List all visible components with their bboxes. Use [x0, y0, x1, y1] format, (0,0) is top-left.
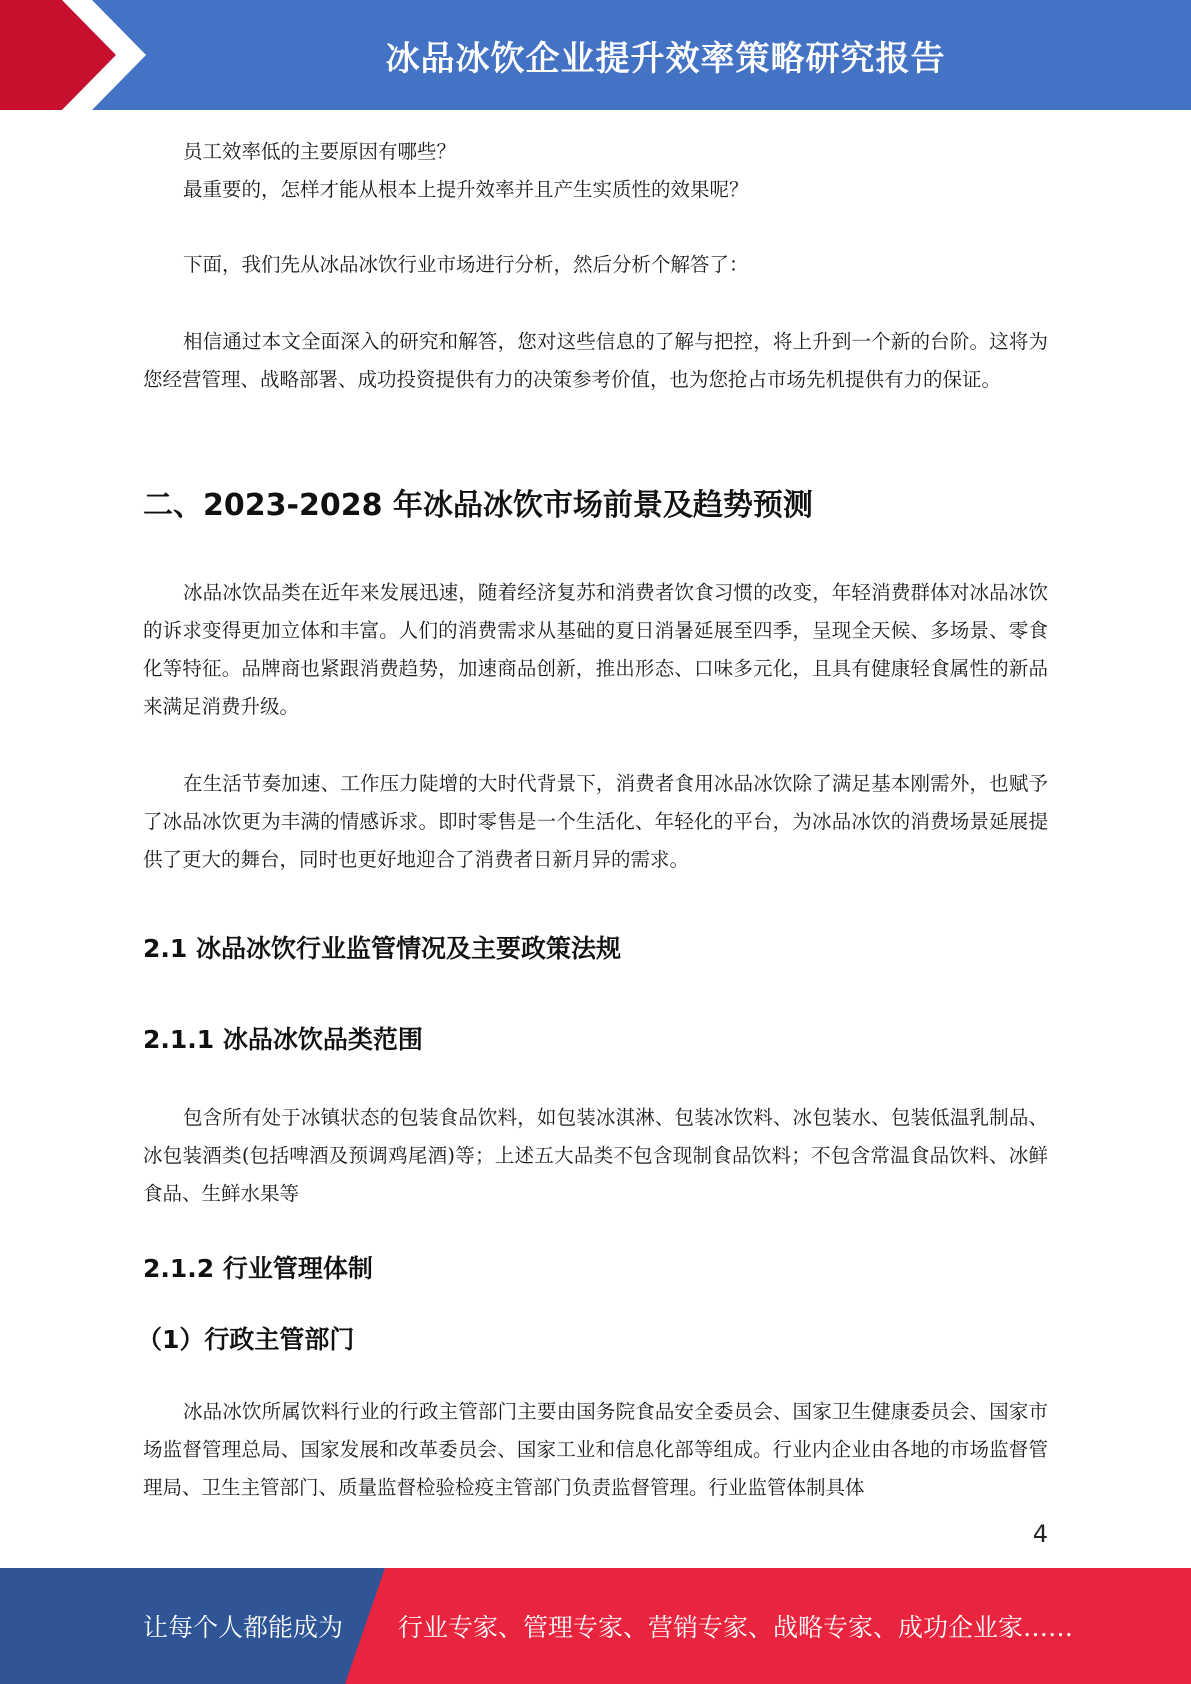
footer-slogan-left: 让每个人都能成为: [143, 1613, 344, 1642]
header-title: 冰品冰饮企业提升效率策略研究报告: [385, 38, 946, 79]
page-number: 4: [1032, 1520, 1048, 1548]
paragraph-consumer-demand: 在生活节奏加速、工作压力陡增的大时代背景下，消费者食用冰品冰饮除了满足基本刚需外，也赋予了冰品冰饮更为丰满的情感诉求。即时零售是一个生活化、年轻化的平台，为冰品冰饮的消费场景延展提供了更大的舞台，同时也更好地迎合了消费者日新月异的需求。: [143, 772, 1048, 871]
subsection-heading-admin-dept: （1）行政主管部门: [137, 1325, 355, 1354]
footer-slogan-right: 行业专家、管理专家、营销专家、战略专家、成功企业家……: [398, 1613, 1074, 1642]
page-footer: [0, 1568, 1191, 1684]
paragraph-category-scope: 包含所有处于冰镇状态的包装食品饮料，如包装冰淇淋、包装冰饮料、冰包装水、包装低温乳制品、冰包装酒类(包括啤酒及预调鸡尾酒)等；上述五大品类不包含现制食品饮料；不包含常温食品饮料、冰鲜食品、生鲜水果等: [143, 1106, 1048, 1205]
header-chevron-decoration: [0, 0, 150, 110]
subsection-heading-2-1-2: 2.1.2 行业管理体制: [143, 1254, 373, 1283]
paragraph-intro: 下面，我们先从冰品冰饮行业市场进行分析，然后分析个解答了：: [183, 253, 749, 276]
subsection-heading-2-1: 2.1 冰品冰饮行业监管情况及主要政策法规: [143, 934, 621, 963]
paragraph-belief: 相信通过本文全面深入的研究和解答，您对这些信息的了解与把控，将上升到一个新的台阶。这将为您经营管理、战略部署、成功投资提供有力的决策参考价值，也为您抢占市场先机提供有力的保证。: [143, 330, 1048, 391]
page-header: [0, 0, 1191, 110]
section-heading-2: 二、2023-2028 年冰品冰饮市场前景及趋势预测: [143, 488, 813, 523]
paragraph-question-1: 员工效率低的主要原因有哪些？: [183, 140, 457, 163]
paragraph-admin-departments: 冰品冰饮所属饮料行业的行政主管部门主要由国务院食品安全委员会、国家卫生健康委员会、国家市场监督管理总局、国家发展和改革委员会、国家工业和信息化部等组成。行业内企业由各地的市场监督管理局、卫生主管部门、质量监督检验检疫主管部门负责监督管理。行业监管体制具体: [143, 1400, 1048, 1499]
subsection-heading-2-1-1: 2.1.1 冰品冰饮品类范围: [143, 1025, 423, 1054]
paragraph-question-2: 最重要的，怎样才能从根本上提升效率并且产生实质性的效果呢？: [183, 178, 749, 201]
paragraph-market-trend: 冰品冰饮品类在近年来发展迅速，随着经济复苏和消费者饮食习惯的改变，年轻消费群体对冰品冰饮的诉求变得更加立体和丰富。人们的消费需求从基础的夏日消暑延展至四季，呈现全天候、多场景、零食化等特征。品牌商也紧跟消费趋势，加速商品创新，推出形态、口味多元化，且具有健康轻食属性的新品来满足消费升级。: [143, 581, 1048, 718]
